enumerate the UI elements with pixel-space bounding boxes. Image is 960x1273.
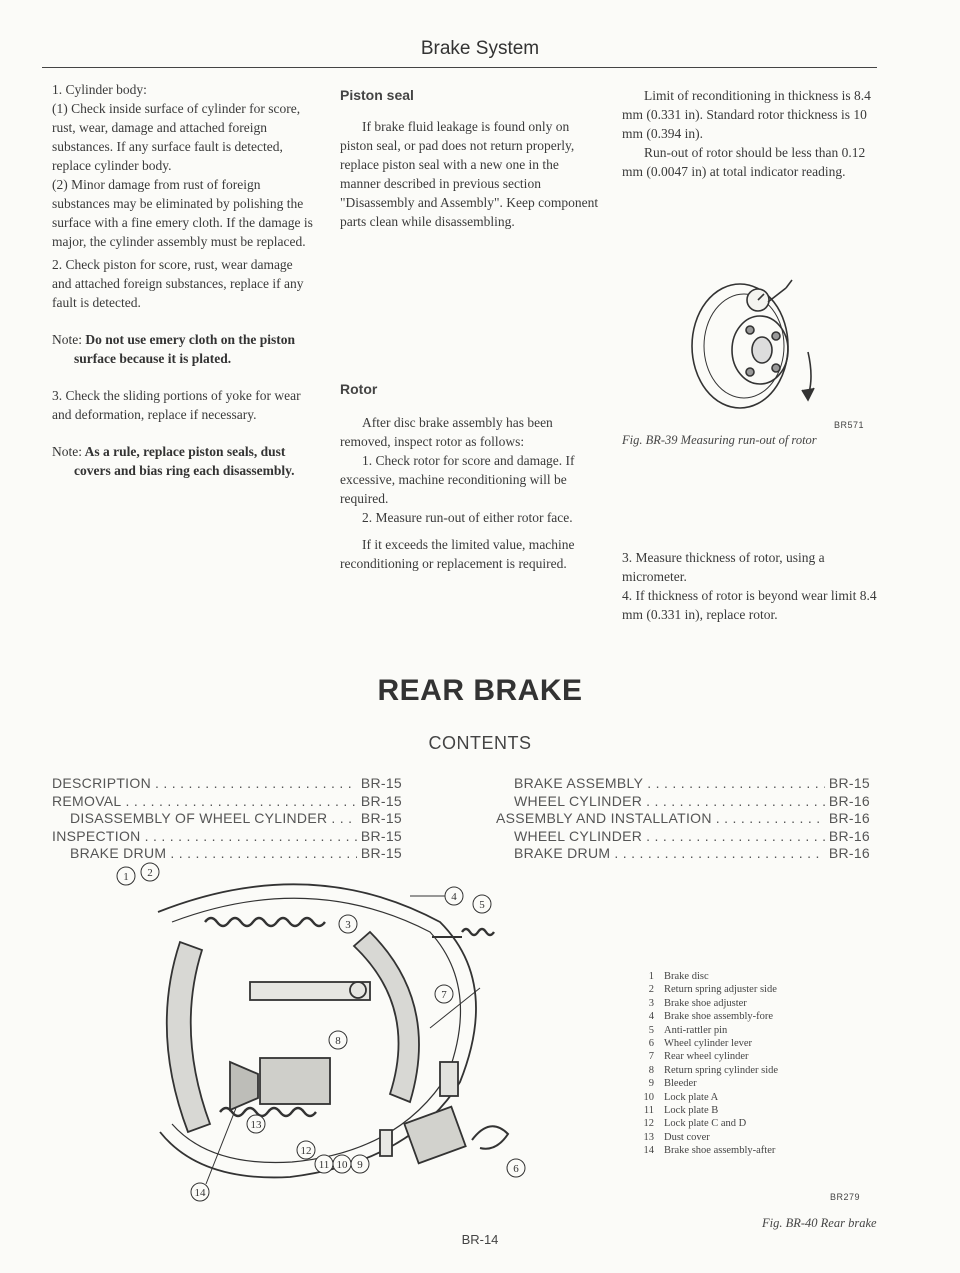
callout-1 [117, 867, 135, 885]
toc-entry-title: INSPECTION [52, 827, 141, 844]
paragraph: After disc brake assembly has been removed, inspect rotor as follows: [340, 415, 553, 449]
toc-right [496, 775, 870, 863]
header-rule [42, 67, 877, 68]
toc-entry-page: BR-16 [828, 810, 870, 826]
legend-item: 9 Bleeder [648, 1078, 697, 1090]
paragraph: 4. If thickness of rotor is beyond wear limit 8.4 mm (0.331 in), replace rotor. [622, 588, 877, 622]
toc-entry-title: DISASSEMBLY OF WHEEL CYLINDER [70, 810, 328, 826]
legend-item: 4 Brake shoe assembly-fore [648, 1011, 774, 1023]
toc-entry[interactable] [52, 845, 402, 863]
note [52, 330, 314, 368]
figure-code: BR571 [834, 420, 865, 430]
toc-entry-page: BR-16 [828, 845, 870, 861]
paragraph: 1. Check rotor for score and damage. If excessive, machine reconditioning will be required. [340, 453, 575, 506]
legend-item: 3 Brake shoe adjuster [648, 997, 747, 1009]
rotor-disc-outline [692, 284, 788, 408]
callout-7 [435, 985, 453, 1003]
toc-entry-title: BRAKE DRUM [70, 845, 167, 861]
rotation-arrowhead [802, 388, 814, 400]
toc-entry-page: BR-15 [360, 827, 402, 844]
callout-text: 6 [513, 1163, 519, 1175]
page-header: Brake System [420, 38, 540, 59]
legend-item: 11 Lock plate B [643, 1105, 719, 1117]
toc-entry-title: DESCRIPTION [52, 775, 151, 791]
brake-shoe-fore [354, 932, 419, 1102]
toc-entry-title: REMOVAL [52, 792, 122, 809]
anti-rattler-spring [462, 929, 494, 935]
callout-8 [329, 1031, 347, 1049]
column-left [52, 80, 314, 494]
legend-item: 13 Dust cover [643, 1131, 710, 1143]
callout-text: 9 [357, 1159, 363, 1171]
toc-entry-title: BRAKE ASSEMBLY [514, 775, 644, 791]
callout-6 [507, 1159, 525, 1177]
toc-leader [646, 793, 825, 811]
return-spring-adjuster-side [205, 918, 325, 926]
legend-item: 10 Lock plate A [643, 1091, 719, 1103]
callout-text: 14 [194, 1187, 206, 1199]
toc-entry[interactable] [52, 793, 402, 811]
toc-entry[interactable] [496, 810, 870, 828]
figure-caption: Fig. BR-40 Rear brake [762, 1216, 877, 1230]
legend-item: 1 Brake disc [648, 971, 709, 982]
paragraph: (2) Minor damage from rust of foreign substances may be eliminated by polishing the surface with a fine emery cloth. If the damage is major, the cylinder assembly must be replaced. [52, 177, 313, 249]
callout-text: 4 [451, 891, 457, 903]
callout-text: 5 [479, 899, 485, 911]
toc-entry-title: ASSEMBLY AND INSTALLATION [496, 810, 712, 826]
toc-entry-page: BR-16 [828, 827, 870, 844]
note-text: As a rule, replace piston seals, dust covers and bias ring each disassembly. [74, 444, 295, 478]
page-number: BR-14 [461, 1232, 499, 1247]
indicator-arm [768, 288, 786, 302]
note-label: Note: [52, 444, 82, 459]
callout-text: 10 [336, 1159, 348, 1171]
toc-leader [716, 810, 825, 828]
callout-2 [141, 863, 159, 881]
legend-item: 14 Brake shoe assembly-after [643, 1145, 776, 1157]
wheel-cylinder-body [260, 1058, 330, 1104]
toc-entry[interactable] [496, 793, 870, 811]
paragraph: Limit of reconditioning in thickness is 8.4 mm (0.331 in). Standard rotor thickness is 10 mm (0.394 in). [622, 88, 871, 141]
callout-text: 8 [335, 1035, 341, 1047]
wheel-stud [772, 332, 780, 340]
note-label: Note: [52, 332, 82, 347]
toc-entry-title: WHEEL CYLINDER [514, 827, 643, 844]
paragraph: (1) Check inside surface of cylinder for score, rust, wear, damage and attached foreign substances. If any surface fault is detected, replace cylinder body. [52, 101, 301, 173]
toc-entry-page: BR-16 [828, 792, 870, 809]
paragraph: 1. Cylinder body: [52, 82, 147, 97]
legend-item: 5 Anti-rattler pin [648, 1024, 728, 1036]
section-heading-rotor: Rotor [340, 381, 378, 397]
indicator-arm [786, 280, 792, 288]
paragraph: 2. Measure run-out of either rotor face. [362, 510, 573, 525]
toc-entry-title: WHEEL CYLINDER [514, 792, 643, 809]
callout-text: 7 [441, 989, 447, 1001]
toc-entry-page: BR-15 [360, 845, 402, 861]
toc-entry[interactable] [496, 828, 870, 846]
toc-entry-title: BRAKE DRUM [514, 845, 611, 861]
section-title-rear-brake: REAR BRAKE [377, 674, 583, 707]
toc-leader [646, 828, 825, 846]
wheel-stud [772, 364, 780, 372]
toc-entry[interactable] [496, 845, 870, 863]
wheel-cylinder-lever [472, 1126, 508, 1148]
callout-text: 11 [318, 1159, 330, 1171]
parts-legend [630, 970, 850, 1158]
figure-caption: Fig. BR-39 Measuring run-out of rotor [622, 433, 817, 447]
figure-code: BR279 [830, 1192, 861, 1202]
callout-11 [315, 1155, 333, 1173]
callout-14 [191, 1183, 209, 1201]
toc-leader [145, 828, 357, 846]
callout-13 [247, 1115, 265, 1133]
legend-item: 12 Lock plate C and D [643, 1118, 747, 1130]
toc-entry[interactable] [52, 828, 402, 846]
note-text: Do not use emery cloth on the piston surface because it is plated. [74, 332, 295, 366]
contents-title: CONTENTS [428, 733, 532, 753]
legend-item: 8 Return spring cylinder side [648, 1064, 779, 1076]
toc-entry[interactable] [52, 810, 402, 828]
legend-item: 7 Rear wheel cylinder [648, 1051, 749, 1063]
toc-entry-page: BR-15 [360, 810, 402, 826]
section-heading-piston-seal: Piston seal [340, 87, 414, 103]
column-middle-rotor [340, 380, 600, 587]
toc-leader [614, 845, 824, 863]
callout-text: 2 [147, 867, 153, 879]
rear-brake-diagram [110, 862, 530, 1212]
wheel-stud [746, 326, 754, 334]
toc-leader [170, 845, 356, 863]
toc-leader [155, 775, 357, 793]
note [52, 442, 314, 480]
bleeder [440, 1062, 458, 1096]
column-middle [340, 86, 600, 245]
paragraph: Run-out of rotor should be less than 0.12 mm (0.0047 in) at total indicator reading. [622, 145, 866, 179]
callout-5 [473, 895, 491, 913]
callout-12 [297, 1141, 315, 1159]
toc-leader [331, 810, 356, 828]
paragraph: If brake fluid leakage is found only on piston seal, or pad does not return properly, replace piston seal with a new one in the manner described in previous section "Disassembly and Assembly". Keep component parts clean while disassembling. [340, 119, 599, 229]
rotor-runout-figure [680, 278, 850, 418]
column-right-lower [622, 548, 880, 638]
column-right [622, 86, 880, 195]
wheel-stud [746, 368, 754, 376]
legend-item: 2 Return spring adjuster side [648, 984, 777, 996]
hub-center [752, 337, 772, 363]
lock-plate [380, 1130, 392, 1156]
callout-text: 1 [123, 871, 129, 883]
callout-3 [339, 915, 357, 933]
callout-text: 13 [250, 1119, 262, 1131]
toc-leader [126, 793, 357, 811]
toc-leader [647, 775, 825, 793]
callout-10 [333, 1155, 351, 1173]
callout-text: 12 [300, 1145, 312, 1157]
dust-cover [230, 1062, 258, 1110]
callout-text: 3 [345, 919, 351, 931]
paragraph: 2. Check piston for score, rust, wear damage and attached foreign substances, replace if any fault is detected. [52, 257, 304, 310]
toc-entry-page: BR-15 [828, 775, 870, 791]
callout-9 [351, 1155, 369, 1173]
toc-entry-page: BR-15 [360, 792, 402, 809]
paragraph: If it exceeds the limited value, machine reconditioning or replacement is required. [340, 537, 575, 571]
paragraph: 3. Measure thickness of rotor, using a micrometer. [622, 550, 825, 584]
paragraph: 3. Check the sliding portions of yoke for wear and deformation, replace if necessary. [52, 388, 301, 422]
brake-shoe-after [167, 942, 210, 1132]
toc-entry-page: BR-15 [360, 775, 402, 791]
legend-item: 6 Wheel cylinder lever [648, 1038, 753, 1050]
toc-entry[interactable] [496, 775, 870, 793]
toc-entry[interactable] [52, 775, 402, 793]
callout-4 [445, 887, 463, 905]
toc-left [52, 775, 402, 863]
